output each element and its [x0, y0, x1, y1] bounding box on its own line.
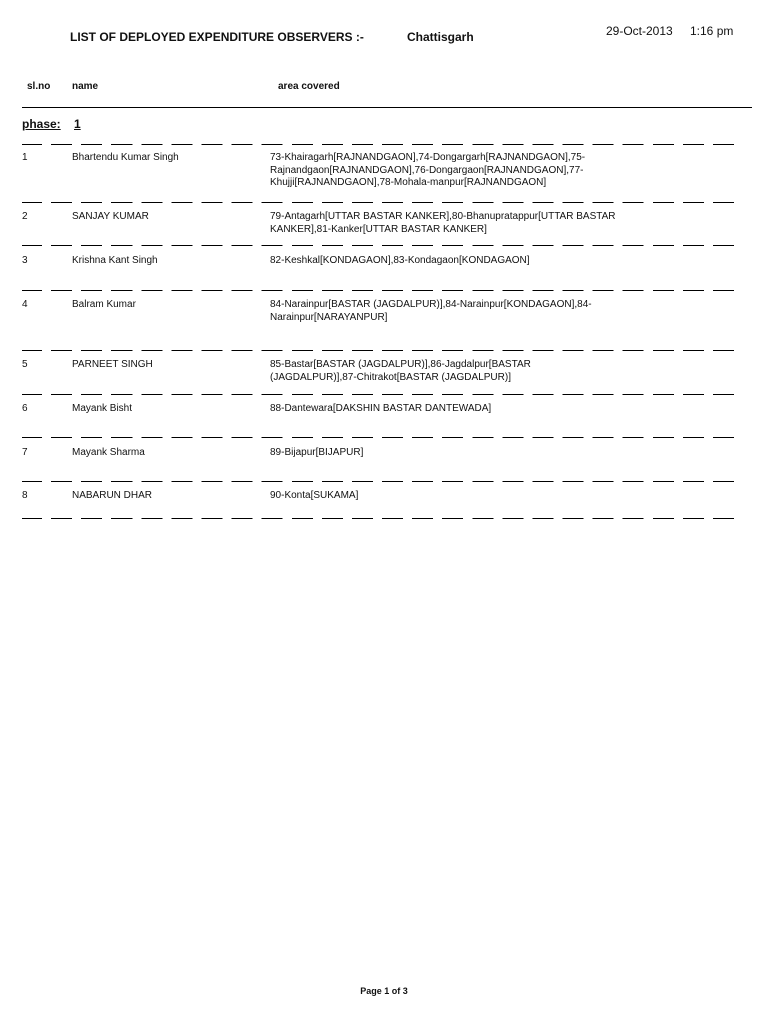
- row-sl-no: 8: [22, 490, 28, 501]
- row-separator: [22, 437, 738, 438]
- row-separator: [22, 202, 738, 203]
- area-covered: 73-Khairagarh[RAJNANDGAON],74-Dongargarh[RAJNANDGAON],75-Rajnandgaon[RAJNANDGAON],76-Dongargaon[RAJNANDGAON],77-Khujji[RAJNANDGAON],78-Mohala-manpur[RAJNANDGAON]: [270, 152, 586, 188]
- area-covered: 84-Narainpur[BASTAR (JAGDALPUR)],84-Narainpur[KONDAGAON],84-Narainpur[NARAYANPUR]: [270, 299, 592, 323]
- observer-name: Balram Kumar: [72, 299, 136, 310]
- observer-name: PARNEET SINGH: [72, 359, 153, 370]
- observer-name: Krishna Kant Singh: [72, 255, 158, 266]
- row-separator: [22, 350, 738, 351]
- row-separator: [22, 290, 738, 291]
- observer-name: Bhartendu Kumar Singh: [72, 152, 179, 163]
- area-covered: 79-Antagarh[UTTAR BASTAR KANKER],80-Bhanupratappur[UTTAR BASTAR KANKER],81-Kanker[UTTAR BASTAR KANKER]: [270, 211, 616, 235]
- row-sl-no: 4: [22, 299, 28, 310]
- row-separator: [22, 518, 738, 519]
- phase-label: phase:: [22, 117, 61, 131]
- header-divider: [22, 107, 752, 108]
- row-sl-no: 6: [22, 403, 28, 414]
- page-number: Page 1 of 3: [360, 986, 408, 996]
- row-sl-no: 3: [22, 255, 28, 266]
- column-header-name: name: [72, 81, 99, 92]
- area-covered: 85-Bastar[BASTAR (JAGDALPUR)],86-Jagdalpur[BASTAR (JAGDALPUR)],87-Chitrakot[BASTAR (JAGDALPUR)]: [270, 359, 531, 383]
- observer-name: Mayank Sharma: [72, 447, 145, 458]
- column-header-area-covered: area covered: [278, 81, 340, 92]
- state-name: Chattisgarh: [407, 30, 474, 44]
- report-time: 1:16 pm: [690, 24, 734, 38]
- observer-name: Mayank Bisht: [72, 403, 133, 414]
- area-covered: 88-Dantewara[DAKSHIN BASTAR DANTEWADA]: [270, 403, 492, 414]
- area-covered: 89-Bijapur[BIJAPUR]: [270, 447, 364, 458]
- report-title: LIST OF DEPLOYED EXPENDITURE OBSERVERS :-: [70, 30, 364, 44]
- row-separator: [22, 481, 738, 482]
- row-separator: [22, 394, 738, 395]
- report-date: 29-Oct-2013: [606, 24, 673, 38]
- column-header-sl-no: sl.no: [27, 81, 51, 92]
- area-covered: 82-Keshkal[KONDAGAON],83-Kondagaon[KONDAGAON]: [270, 255, 530, 266]
- row-separator: [22, 144, 738, 145]
- row-sl-no: 2: [22, 211, 28, 222]
- observer-name: SANJAY KUMAR: [72, 211, 149, 222]
- area-covered: 90-Konta[SUKAMA]: [270, 490, 359, 501]
- row-sl-no: 1: [22, 152, 28, 163]
- row-sl-no: 7: [22, 447, 28, 458]
- row-sl-no: 5: [22, 359, 28, 370]
- phase-number: 1: [74, 117, 81, 131]
- observer-name: NABARUN DHAR: [72, 490, 153, 501]
- row-separator: [22, 245, 738, 246]
